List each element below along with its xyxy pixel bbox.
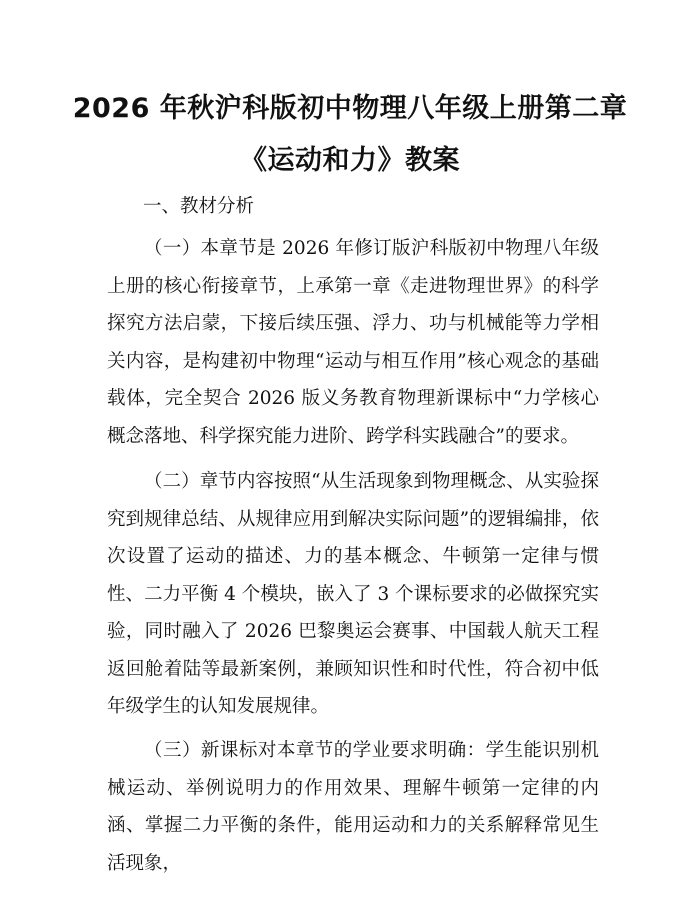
paragraph-3: （三）新课标对本章节的学业要求明确：学生能识别机械运动、举例说明力的作用效果、理解牛顿第一定律的内涵、掌握二力平衡的条件，能用运动和力的关系解释常见生活现象， [107,740,599,874]
document-title-line-2: 《运动和力》教案 [240,145,460,176]
section-heading-textbook-analysis: 一、教材分析 [143,196,255,217]
paragraph-2: （二）章节内容按照“从生活现象到物理概念、从实验探究到规律总结、从规律应用到解决实际问题”的逻辑编排，依次设置了运动的描述、力的基本概念、牛顿第一定律与惯性、二力平衡 4 个模块，嵌入了 3 个课标要求的必做探究实验，同时融入了 2026 巴黎奥运会赛事、中国载人航天工程返回舱着陆等最新案例，兼顾知识性和时代性，符合初中低年级学生的认知发展规律。 [107,471,599,717]
paragraph-1: （一）本章节是 2026 年修订版沪科版初中物理八年级上册的核心衔接章节，上承第一章《走进物理世界》的科学探究方法启蒙，下接后续压强、浮力、功与机械能等力学相关内容，是构建初中物理“运动与相互作用”核心观念的基础载体，完全契合 2026 版义务教育物理新课标中“力学核心概念落地、科学探究能力进阶、跨学科实践融合”的要求。 [107,238,599,447]
document-title-line-1: 2026 年秋沪科版初中物理八年级上册第二章 [72,93,628,124]
